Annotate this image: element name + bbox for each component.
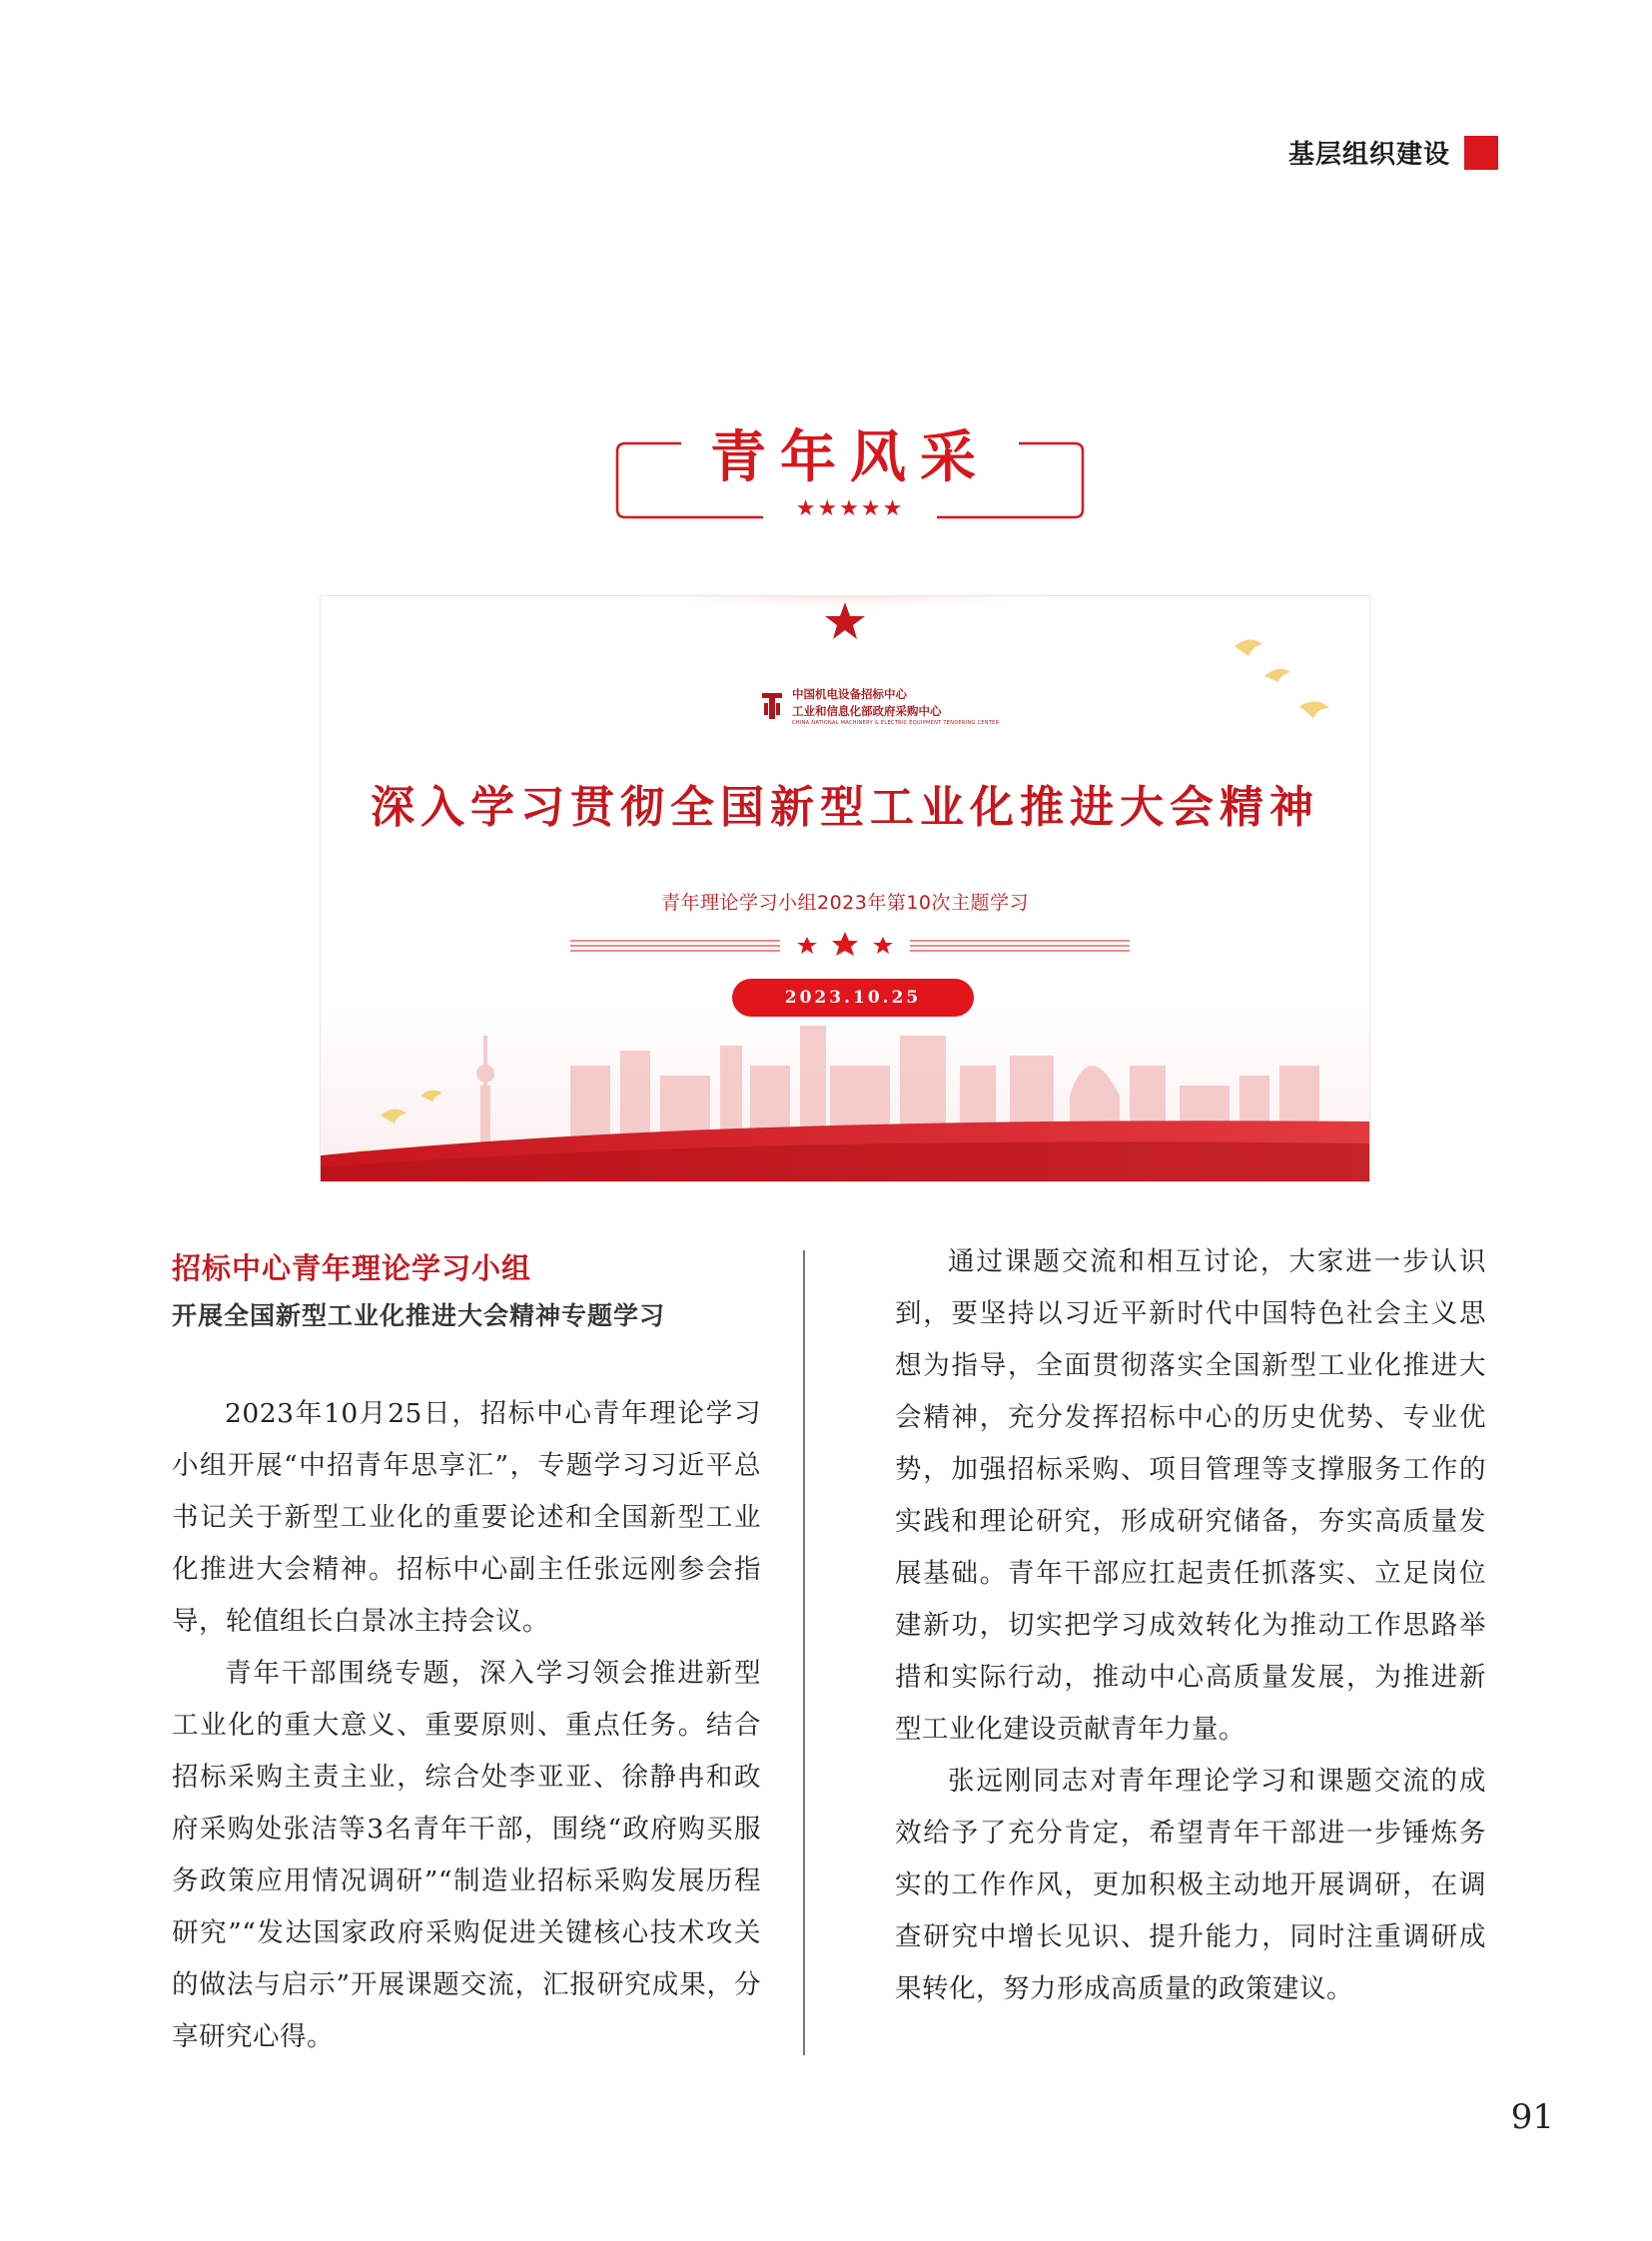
meeting-slide-photo (320, 595, 1370, 1182)
org-name-2: 工业和信息化部政府采购中心 (792, 704, 942, 718)
banner-title: 青年风采 (710, 425, 990, 490)
page-number: 91 (1510, 2097, 1554, 2137)
slide-subtitle: 青年理论学习小组2023年第10次主题学习 (660, 892, 1030, 914)
column-divider (803, 1250, 805, 2055)
org-logo-block (760, 686, 999, 726)
article-title-line1: 招标中心青年理论学习小组 (172, 1251, 532, 1285)
column-banner (613, 405, 1087, 529)
org-name-en: CHINA NATIONAL MACHINERY & ELECTRIC EQUIPMENT TENDERING CENTER (792, 720, 1000, 726)
slide-date: 2023.10.25 (732, 979, 974, 1017)
section-label: 基层组织建设 (1287, 140, 1450, 170)
article-left-column (172, 1388, 761, 2063)
section-header (1288, 134, 1498, 171)
paragraph: 青年干部围绕专题，深入学习领会推进新型工业化的重大意义、重要原则、重点任务。结合招标采购主责主业，综合处李亚亚、徐静冉和政府采购处张洁等3名青年干部，围绕“政府购买服务政策应用情况调研”“制造业招标采购发展历程研究”“发达国家政府采购促进关键核心技术攻关的做法与启示”开展课题交流，汇报研究成果，分享研究心得。 (172, 1658, 761, 2052)
slide-title: 深入学习贯彻全国新型工业化推进大会精神 (371, 782, 1319, 833)
banner-stars: ★★★★★ (795, 496, 905, 521)
paragraph: 2023年10月25日，招标中心青年理论学习小组开展“中招青年思享汇”，专题学习习近平总书记关于新型工业化的重要论述和全国新型工业化推进大会精神。招标中心副主任张远刚参会指导，轮值组长白景冰主持会议。 (172, 1398, 761, 1637)
paragraph: 通过课题交流和相互讨论，大家进一步认识到，要坚持以习近平新时代中国特色社会主义思想为指导，全面贯彻落实全国新型工业化推进大会精神，充分发挥招标中心的历史优势、专业优势，加强招标采购、项目管理等支撑服务工作的实践和理论研究，形成研究储备，夯实高质量发展基础。青年干部应扛起责任抓落实、立足岗位建新功，切实把学习成效转化为推动工作思路举措和实际行动，推动中心高质量发展，为推进新型工业化建设贡献青年力量。 (895, 1246, 1486, 1745)
article-right-column (895, 1236, 1486, 2015)
article-title-line2: 开展全国新型工业化推进大会精神专题学习 (172, 1301, 666, 1330)
org-name-1: 中国机电设备招标中心 (792, 687, 907, 701)
section-marker (1464, 136, 1498, 170)
org-logo-icon (760, 691, 784, 721)
paragraph: 张远刚同志对青年理论学习和课题交流的成效给予了充分肯定，希望青年干部进一步锤炼务实的工作作风，更加积极主动地开展调研，在调查研究中增长见识、提升能力，同时注重调研成果转化，努力形成高质量的政策建议。 (895, 1766, 1486, 2004)
article-title (172, 1248, 811, 1338)
